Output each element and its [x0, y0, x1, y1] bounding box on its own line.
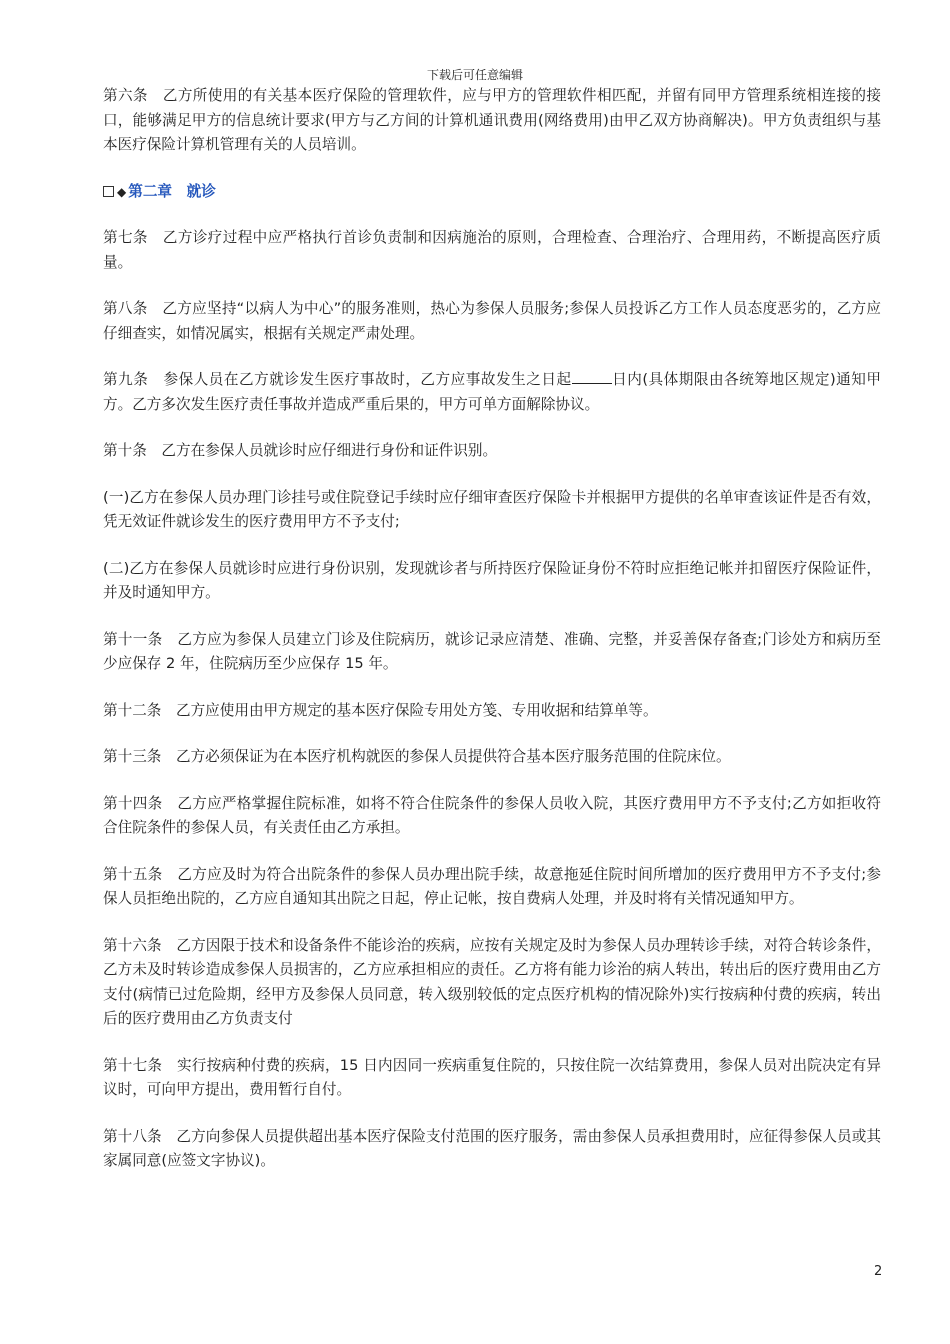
chapter-heading [103, 180, 881, 205]
article-8: 第八条 乙方应坚持“以病人为中心”的服务准则，热心为参保人员服务;参保人员投诉乙方工作人员态度恶劣的，乙方应仔细查实，如情况属实，根据有关规定严肃处理。 [103, 300, 881, 342]
chapter-title: 第二章 就诊 [128, 182, 216, 200]
checkbox-icon [103, 186, 114, 197]
blank-underline [572, 369, 612, 384]
page-number: 2 [874, 1264, 883, 1279]
article-9 [103, 368, 881, 417]
article-10-item-2: (二)乙方在参保人员就诊时应进行身份识别，发现就诊者与所持医疗保险证身份不符时应拒绝记帐并扣留医疗保险证件，并及时通知甲方。 [103, 559, 881, 601]
article-13: 第十三条 乙方必须保证为在本医疗机构就医的参保人员提供符合基本医疗服务范围的住院床位。 [103, 748, 731, 765]
article-16: 第十六条 乙方因限于技术和设备条件不能诊治的疾病，应按有关规定及时为参保人员办理转诊手续，对符合转诊条件，乙方未及时转诊造成参保人员损害的，乙方应承担相应的责任。乙方将有能力诊治的病人转出，转出后的医疗费用由乙方支付(病情已过危险期，经甲方及参保人员同意，转入级别较低的定点医疗机构的情况除外)实行按病种付费的疾病，转出后的医疗费用由乙方负责支付 [103, 936, 881, 1027]
article-6: 第六条 乙方所使用的有关基本医疗保险的管理软件，应与甲方的管理软件相匹配，并留有同甲方管理系统相连接的接口，能够满足甲方的信息统计要求(甲方与乙方间的计算机通讯费用(网络费用)由甲乙双方协商解决)。甲方负责组织与基本医疗保险计算机管理有关的人员培训。 [103, 87, 881, 153]
diamond-icon: ◆ [117, 184, 127, 199]
article-14: 第十四条 乙方应严格掌握住院标准，如将不符合住院条件的参保人员收入院，其医疗费用甲方不予支付;乙方如拒收符合住院条件的参保人员，有关责任由乙方承担。 [103, 794, 881, 836]
header-note: 下载后可任意编辑 [426, 68, 523, 82]
article-17: 第十七条 实行按病种付费的疾病，15 日内因同一疾病重复住院的，只按住院一次结算费用，参保人员对出院决定有异议时，可向甲方提出，费用暂行自付。 [103, 1056, 881, 1098]
article-10: 第十条 乙方在参保人员就诊时应仔细进行身份和证件识别。 [103, 442, 498, 459]
article-12: 第十二条 乙方应使用由甲方规定的基本医疗保险专用处方笺、专用收据和结算单等。 [103, 701, 658, 719]
article-9-part-1: 第九条 参保人员在乙方就诊发生医疗事故时，乙方应事故发生之日起 [103, 371, 572, 388]
article-11: 第十一条 乙方应为参保人员建立门诊及住院病历，就诊记录应清楚、准确、完整，并妥善保存备查;门诊处方和病历至少应保存 2 年，住院病历至少应保存 15 年。 [103, 630, 881, 672]
document-body [103, 84, 881, 1196]
article-7: 第七条 乙方诊疗过程中应严格执行首诊负责制和因病施治的原则，合理检查、合理治疗、合理用药，不断提高医疗质量。 [103, 229, 881, 271]
article-18: 第十八条 乙方向参保人员提供超出基本医疗保险支付范围的医疗服务，需由参保人员承担费用时，应征得参保人员或其家属同意(应签文字协议)。 [103, 1127, 881, 1169]
article-9-part-2: 日内(具体期限由各统筹地区规定)通知甲方。乙方多次发生医疗责任事故并造成严重后果的，甲方可单方面解除协议。 [103, 371, 881, 413]
article-15: 第十五条 乙方应及时为符合出院条件的参保人员办理出院手续，故意拖延住院时间所增加的医疗费用甲方不予支付;参保人员拒绝出院的，乙方应自通知其出院之日起，停止记帐，按自费病人处理，并及时将有关情况通知甲方。 [103, 865, 881, 907]
article-10-item-1: (一)乙方在参保人员办理门诊挂号或住院登记手续时应仔细审查医疗保险卡并根据甲方提供的名单审查该证件是否有效，凭无效证件就诊发生的医疗费用甲方不予支付; [103, 488, 881, 530]
